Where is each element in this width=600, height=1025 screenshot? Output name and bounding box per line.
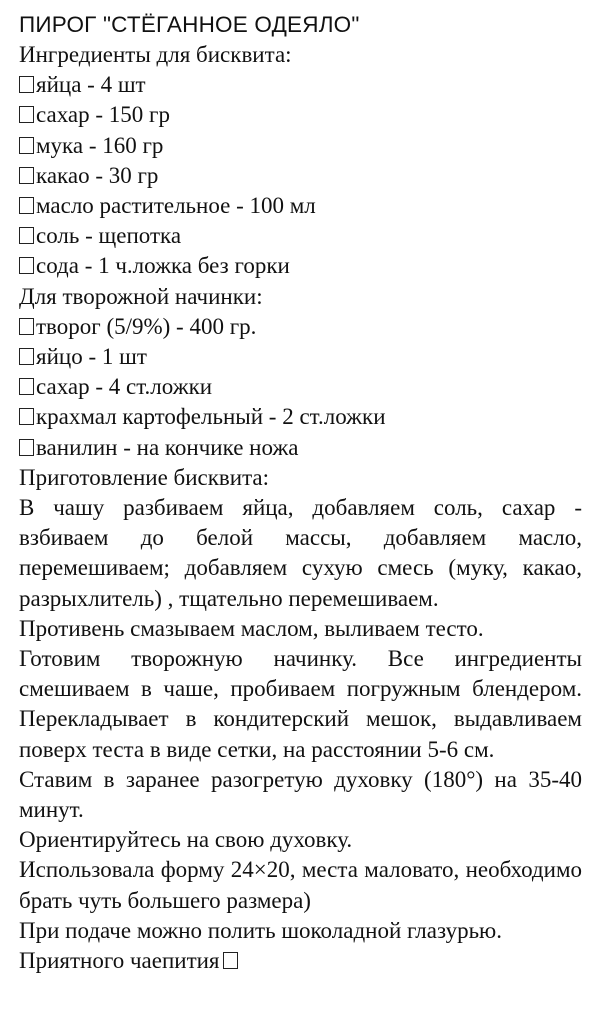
checkbox-icon [19,106,34,123]
ingredient-item [19,433,582,463]
ingredient-text: какао - 30 гр [36,162,159,188]
ingredient-text: соль - щепотка [36,223,182,249]
ingredient-text: масло растительное - 100 мл [36,193,316,219]
checkbox-icon [19,439,34,456]
ingredient-text: сахар - 150 гр [36,102,170,128]
ingredient-item [19,402,582,432]
checkbox-icon [19,318,34,335]
ingredient-text: яйцо - 1 шт [36,344,147,370]
checkbox-icon [19,76,34,93]
ingredient-item [19,312,582,342]
closing-line [19,946,582,976]
ingredient-item [19,70,582,100]
ingredient-text: сода - 1 ч.ложка без горки [36,253,290,279]
checkbox-icon [19,348,34,365]
ingredient-text: яйца - 4 шт [36,72,146,98]
step-paragraph: Готовим творожную начинку. Все ингредиенты смешиваем в чаше, пробиваем погружным блендером. Перекладывает в кондитерский мешок, выдавливаем поверх теста в виде сетки, на расстоянии 5-6 см. [19,646,582,762]
checkbox-icon [19,257,34,274]
ingredient-item [19,131,582,161]
ingredient-item [19,221,582,251]
step-paragraph: В чашу разбиваем яйца, добавляем соль, сахар - взбиваем до белой массы, добавляем масло, перемешиваем; добавляем сухую смесь (муку, какао, разрыхлитель) , тщательно перемешиваем. [19,495,582,611]
step-paragraph: Противень смазываем маслом, выливаем тесто. [19,615,484,641]
ingredient-item [19,100,582,130]
step-paragraph: Ставим в заранее разогретую духовку (180°) на 35-40 минут. [19,766,582,823]
ingredient-text: сахар - 4 ст.ложки [36,374,213,400]
step-paragraph: При подаче можно полить шоколадной глазурью. [19,917,502,943]
ingredient-item [19,372,582,402]
ingredient-item [19,161,582,191]
preparation-steps [19,493,582,946]
preparation-heading: Приготовление бисквита: [19,464,270,490]
ingredient-text: ванилин - на кончике ножа [36,434,299,460]
ingredient-text: мука - 160 гр [36,132,164,158]
ingredient-item [19,191,582,221]
ingredient-item [19,342,582,372]
checkbox-icon [19,227,34,244]
ingredient-item [19,251,582,281]
recipe-document [19,9,582,976]
step-paragraph: Использовала форму 24×20, места маловато, необходимо брать чуть большего размера) [19,857,582,913]
filling-ingredients-list [19,312,582,463]
checkbox-icon [19,137,34,154]
checkbox-icon [19,167,34,184]
step-paragraph: Ориентируйтесь на свою духовку. [19,827,353,853]
ingredient-text: творог (5/9%) - 400 гр. [36,313,257,339]
checkbox-icon [19,408,34,425]
sponge-ingredients-list [19,70,582,281]
checkbox-icon [19,378,34,395]
ingredient-text: крахмал картофельный - 2 ст.ложки [36,404,386,430]
missing-glyph-icon [223,952,238,969]
checkbox-icon [19,197,34,214]
closing-text: Приятного чаепития [19,948,220,974]
filling-ingredients-heading: Для творожной начинки: [19,283,263,309]
recipe-title: ПИРОГ "СТЁГАННОЕ ОДЕЯЛО" [19,12,360,37]
sponge-ingredients-heading: Ингредиенты для бисквита: [19,42,292,67]
